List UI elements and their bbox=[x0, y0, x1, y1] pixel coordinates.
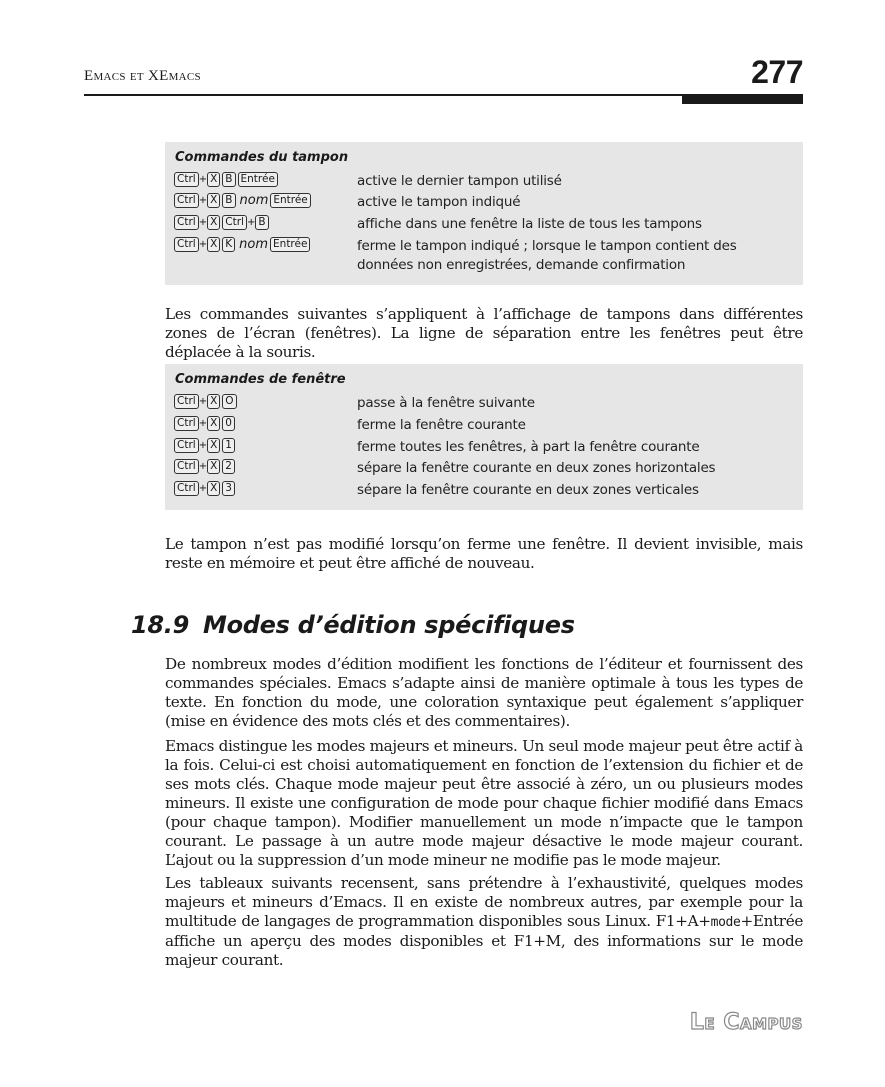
keycap: X bbox=[207, 394, 220, 409]
keycap: Ctrl bbox=[174, 193, 199, 208]
plus-sign: + bbox=[198, 483, 208, 494]
command-description: affiche dans une fenêtre la liste de tous les tampons bbox=[357, 216, 702, 232]
window-commands-box bbox=[165, 364, 803, 510]
keycap: X bbox=[207, 438, 220, 453]
keycap: Ctrl bbox=[174, 237, 199, 252]
plus-sign: + bbox=[198, 217, 208, 228]
command-description: ferme le tampon indiqué ; lorsque le tampon contient des données non enregistrées, demande confirmation bbox=[357, 238, 737, 273]
running-head: Emacs et XEmacs bbox=[84, 68, 201, 84]
key-combination bbox=[174, 459, 237, 474]
keycap: Ctrl bbox=[174, 481, 199, 496]
header-bar-block bbox=[682, 94, 803, 104]
plus-sign: + bbox=[198, 195, 208, 206]
key-combination bbox=[174, 481, 237, 496]
argument-name: nom bbox=[239, 193, 269, 208]
paragraph-tables-intro-text-2: +Entrée affiche un aperçu des modes disponibles et F1+M, des informations sur le mode majeur courant. bbox=[165, 912, 803, 969]
keycap: 3 bbox=[222, 481, 235, 496]
buffer-commands-title: Commandes du tampon bbox=[175, 150, 349, 165]
keycap: X bbox=[207, 215, 220, 230]
paragraph-tables-intro bbox=[165, 874, 803, 970]
keycap: X bbox=[207, 459, 220, 474]
paragraph-modes-intro: De nombreux modes d’édition modifient les fonctions de l’éditeur et fournissent des commandes spéciales. Emacs s’adapte ainsi de manière optimale à tous les types de texte. En fonction du mode, une coloration syntaxique peut également s’appliquer (mise en évidence des mots clés et des commentaires). bbox=[165, 655, 803, 730]
plus-sign: + bbox=[198, 440, 208, 451]
inline-code-mode: mode bbox=[710, 915, 741, 930]
command-description: ferme toutes les fenêtres, à part la fenêtre courante bbox=[357, 439, 700, 455]
key-combination bbox=[174, 237, 312, 252]
keycap: X bbox=[207, 237, 220, 252]
plus-sign: + bbox=[246, 217, 256, 228]
plus-sign: + bbox=[198, 396, 208, 407]
keycap: B bbox=[255, 215, 268, 230]
paragraph-tables-intro-text-1: Les tableaux suivants recensent, sans prétendre à l’exhaustivité, quelques modes majeurs et mineurs d’Emacs. Il en existe de nombreux autres, par exemple pour la multitude de langages de programmation disponibles sous Linux. F1+A+ bbox=[165, 874, 803, 930]
plus-sign: + bbox=[198, 174, 208, 185]
buffer-commands-box bbox=[165, 142, 803, 285]
key-combination bbox=[174, 394, 239, 409]
keycap: X bbox=[207, 416, 220, 431]
key-combination bbox=[174, 438, 237, 453]
command-description: active le tampon indiqué bbox=[357, 194, 521, 210]
keycap: B bbox=[222, 193, 235, 208]
keycap: X bbox=[207, 481, 220, 496]
command-description: passe à la fenêtre suivante bbox=[357, 395, 535, 411]
keycap: 1 bbox=[222, 438, 235, 453]
keycap: K bbox=[222, 237, 235, 252]
key-combination bbox=[174, 215, 271, 230]
publisher-logo: Le Campus bbox=[689, 1010, 803, 1035]
page-number: 277 bbox=[751, 54, 803, 90]
plus-sign: + bbox=[198, 418, 208, 429]
paragraph-buffer-note: Le tampon n’est pas modifié lorsqu’on ferme une fenêtre. Il devient invisible, mais reste en mémoire et peut être affiché de nouveau. bbox=[165, 535, 803, 572]
keycap: 2 bbox=[222, 459, 235, 474]
argument-name: nom bbox=[239, 237, 269, 252]
plus-sign: + bbox=[198, 239, 208, 250]
command-description: sépare la fenêtre courante en deux zones verticales bbox=[357, 482, 699, 498]
keycap: B bbox=[222, 172, 235, 187]
keycap: X bbox=[207, 193, 220, 208]
keycap: Ctrl bbox=[174, 172, 199, 187]
keycap: 0 bbox=[222, 416, 235, 431]
keycap: O bbox=[222, 394, 236, 409]
command-description: active le dernier tampon utilisé bbox=[357, 173, 562, 189]
section-title: Modes d’édition spécifiques bbox=[203, 611, 575, 639]
keycap: X bbox=[207, 172, 220, 187]
keycap: Ctrl bbox=[174, 416, 199, 431]
window-commands-title: Commandes de fenêtre bbox=[175, 372, 346, 387]
key-combination bbox=[174, 172, 280, 187]
keycap: Entrée bbox=[270, 237, 310, 252]
paragraph-windows-intro: Les commandes suivantes s’appliquent à l’affichage de tampons dans différentes zones de l’écran (fenêtres). La ligne de séparation entre les fenêtres peut être déplacée à la souris. bbox=[165, 305, 803, 361]
command-description: sépare la fenêtre courante en deux zones horizontales bbox=[357, 460, 716, 476]
key-combination bbox=[174, 193, 313, 208]
section-number: 18.9 bbox=[131, 611, 190, 639]
keycap: Ctrl bbox=[174, 215, 199, 230]
paragraph-major-minor: Emacs distingue les modes majeurs et mineurs. Un seul mode majeur peut être actif à la fois. Celui-ci est choisi automatiquement en fonction de l’extension du fichier et de ses mots clés. Chaque mode majeur peut être associé à zéro, un ou plusieurs modes mineurs. Il existe une configuration de mode pour chaque fichier modifié dans Emacs (pour chaque tampon). Modifier manuellement un mode n’impacte que le tampon courant. Le passage à un autre mode majeur désactive le mode majeur courant. L’ajout ou la suppression d’un mode mineur ne modifie pas le mode majeur. bbox=[165, 737, 803, 869]
plus-sign: + bbox=[198, 461, 208, 472]
command-description: ferme la fenêtre courante bbox=[357, 417, 526, 433]
section-heading bbox=[131, 611, 575, 639]
keycap: Entrée bbox=[238, 172, 278, 187]
keycap: Ctrl bbox=[174, 459, 199, 474]
key-combination bbox=[174, 416, 237, 431]
keycap: Ctrl bbox=[222, 215, 247, 230]
keycap: Ctrl bbox=[174, 438, 199, 453]
keycap: Ctrl bbox=[174, 394, 199, 409]
keycap: Entrée bbox=[270, 193, 310, 208]
